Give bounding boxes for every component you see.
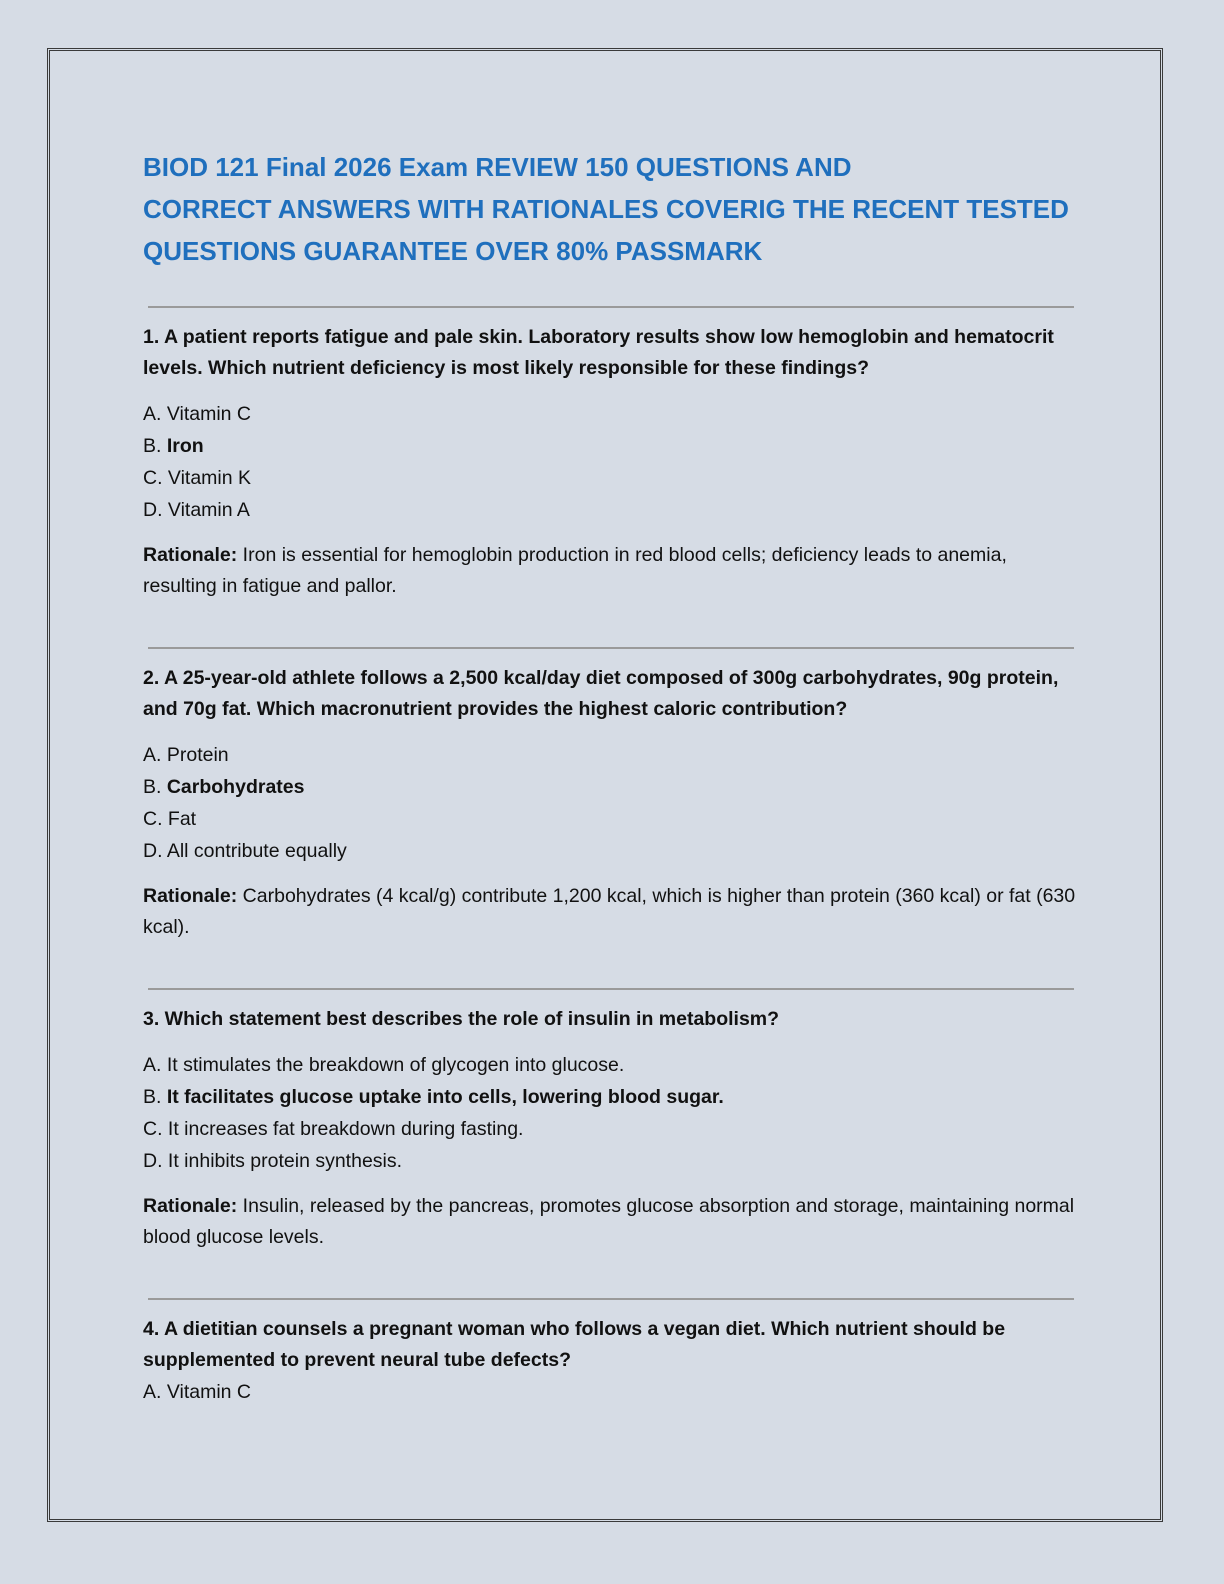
options-list (143, 398, 1083, 526)
question-4 (143, 1314, 1083, 1408)
question-text: 1. A patient reports fatigue and pale skin. Laboratory results show low hemoglobin and hematocrit levels. Which nutrient deficiency is most likely responsible for these findings? (143, 326, 1054, 379)
divider (148, 988, 1074, 990)
options-list (143, 739, 1083, 867)
option-c: C. Vitamin K (143, 467, 252, 489)
rationale: Rationale: Carbohydrates (4 kcal/g) contribute 1,200 kcal, which is higher than protein (360 kcal) or fat (630 kcal). (143, 885, 1076, 938)
option-b-correct: B. It facilitates glucose uptake into cells, lowering blood sugar. (143, 1086, 724, 1108)
rationale: Rationale: Iron is essential for hemoglobin production in red blood cells; deficiency leads to anemia, resulting in fatigue and pallor. (143, 544, 1007, 597)
option-a: A. Vitamin C (143, 403, 252, 425)
divider (148, 647, 1074, 649)
option-c: C. It increases fat breakdown during fasting. (143, 1118, 524, 1140)
question-text: 2. A 25-year-old athlete follows a 2,500 kcal/day diet composed of 300g carbohydrates, 90g protein, and 70g fat. Which macronutrient provides the highest caloric contribution? (143, 667, 1059, 720)
title-line-3: QUESTIONS GUARANTEE OVER 80% PASSMARK (143, 236, 763, 266)
question-text: 3. Which statement best describes the role of insulin in metabolism? (143, 1008, 780, 1030)
option-b-correct: B. Carbohydrates (143, 776, 305, 798)
options-list (143, 1049, 1083, 1177)
option-a: A. It stimulates the breakdown of glycogen into glucose. (143, 1054, 625, 1076)
question-3 (143, 1004, 1083, 1253)
option-d: D. It inhibits protein synthesis. (143, 1150, 403, 1172)
rationale: Rationale: Insulin, released by the pancreas, promotes glucose absorption and storage, maintaining normal blood glucose levels. (143, 1195, 1075, 1248)
option-b-correct: B. Iron (143, 435, 204, 457)
document-content (143, 146, 1083, 1408)
question-2 (143, 663, 1083, 943)
rationale-label: Rationale: (143, 544, 238, 566)
option-a: A. Vitamin C (143, 1381, 252, 1403)
option-d: D. Vitamin A (143, 499, 250, 521)
rationale-label: Rationale: (143, 1195, 238, 1217)
title-line-1: BIOD 121 Final 2026 Exam REVIEW 150 QUESTIONS AND (143, 152, 852, 182)
divider (148, 306, 1074, 308)
question-text: 4. A dietitian counsels a pregnant woman who follows a vegan diet. Which nutrient should be supplemented to prevent neural tube defects? (143, 1318, 1006, 1371)
option-d: D. All contribute equally (143, 840, 347, 862)
question-1 (143, 322, 1083, 602)
option-a: A. Protein (143, 744, 229, 766)
divider (148, 1298, 1074, 1300)
rationale-label: Rationale: (143, 885, 238, 907)
title-line-2: CORRECT ANSWERS WITH RATIONALES COVERIG THE RECENT TESTED (143, 194, 1069, 224)
document-title (143, 146, 1083, 272)
option-c: C. Fat (143, 808, 197, 830)
options-list (143, 1376, 1083, 1408)
